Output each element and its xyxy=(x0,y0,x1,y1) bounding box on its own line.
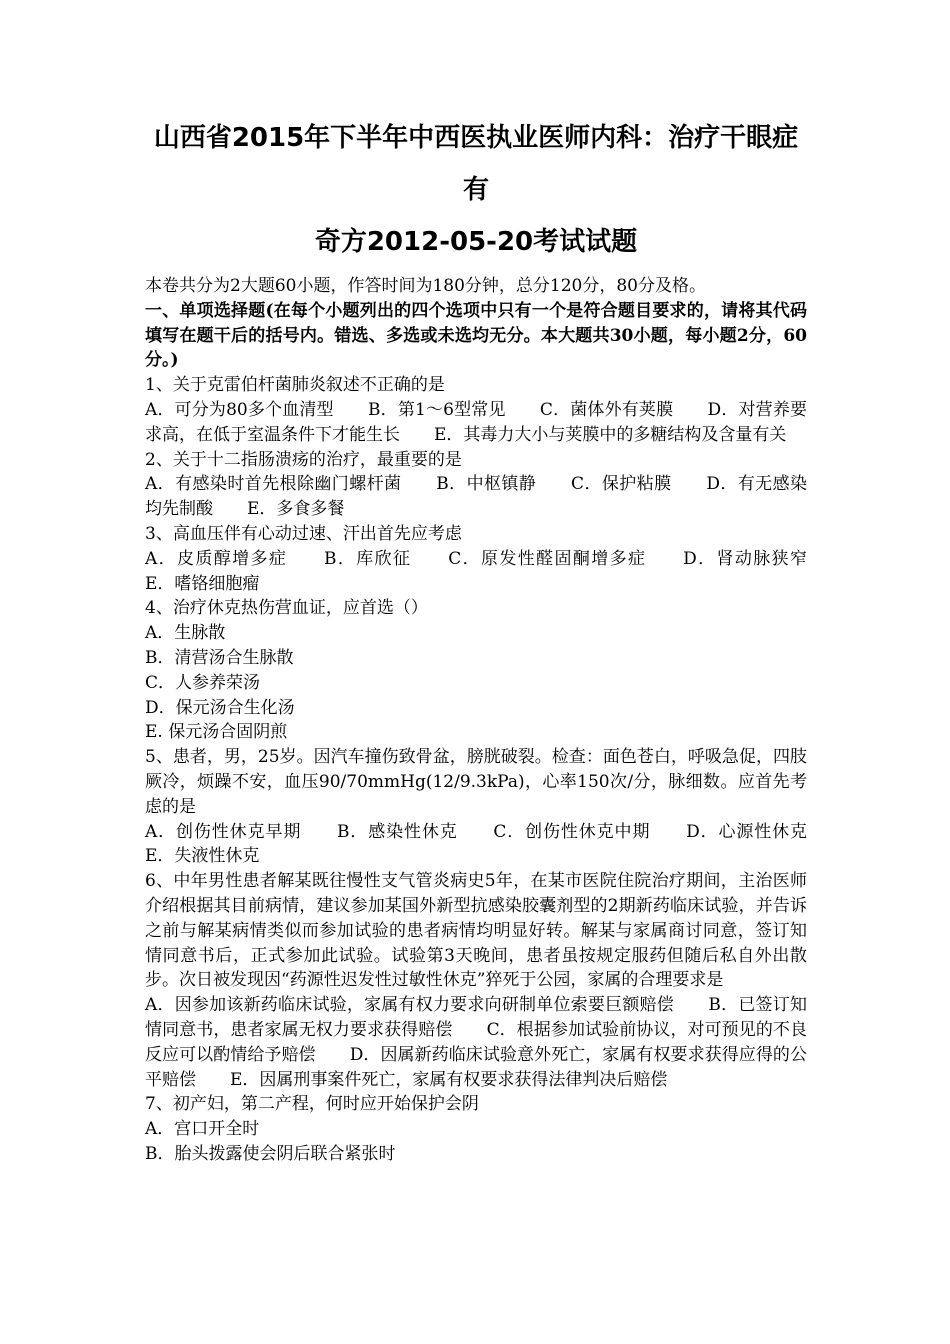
document-page xyxy=(145,112,841,1167)
title-line-2: 奇方2012-05-20考试试题 xyxy=(314,227,638,257)
question-item xyxy=(145,373,807,447)
question-item xyxy=(145,448,807,522)
question-option: E. 保元汤合固阴煎 xyxy=(145,722,288,743)
question-item xyxy=(145,596,807,745)
document-title xyxy=(145,112,807,268)
question-option: A．生脉散 xyxy=(145,623,226,644)
question-stem: 5、患者，男，25岁。因汽车撞伤致骨盆，膀胱破裂。检查：面色苍白，呼吸急促，四肢厥冷，烦躁不安，血压90/70mmHg(12/9.3kPa)，心率150次/分，脉细数。应首先考虑的是 xyxy=(145,747,807,817)
question-option: D．保元汤合生化汤 xyxy=(145,697,295,718)
question-stem: 3、高血压伴有心动过速、汗出首先应考虑 xyxy=(145,523,462,544)
question-options: A．有感染时首先根除幽门螺杆菌 B．中枢镇静 C．保护粘膜 D．有无感染均先制酸 E．多食多餐 xyxy=(145,474,807,520)
question-stem: 1、关于克雷伯杆菌肺炎叙述不正确的是 xyxy=(145,375,445,396)
question-stem: 2、关于十二指肠溃疡的治疗，最重要的是 xyxy=(145,449,462,470)
question-item xyxy=(145,869,807,1092)
question-list xyxy=(145,373,841,1167)
question-option: B．胎头拨露使会阴后联合紧张时 xyxy=(145,1143,396,1164)
exam-intro: 本卷共分为2大题60小题，作答时间为180分钟，总分120分，80分及格。 xyxy=(145,276,706,296)
question-option: C．人参养荣汤 xyxy=(145,672,261,693)
question-options: A．皮质醇增多症 B．库欣征 C．原发性醛固酮增多症 D．肾动脉狭窄 E．嗜铬细胞瘤 xyxy=(145,548,841,594)
question-option: A．宫口开全时 xyxy=(145,1119,260,1140)
question-stem: 7、初产妇，第二产程，何时应开始保护会阴 xyxy=(145,1094,479,1115)
question-stem: 6、中年男性患者解某既往慢性支气管炎病史5年，在某市医院住院治疗期间，主治医师介绍根据其目前病情，建议参加某国外新型抗感染胶囊剂型的2期新药临床试验，并告诉之前与解某病情类似而参加试验的患者病情均明显好转。解某与家属商讨同意，签订知情同意书后，正式参加此试验。试验第3天晚间，患者虽按规定服药但随后私自外出散步。次日被发现因“药源性迟发性过敏性休克”猝死于公园，家属的合理要求是 xyxy=(145,871,807,991)
question-options: A．可分为80多个血清型 B．第1～6型常见 C．菌体外有荚膜 D．对营养要求高，在低于室温条件下才能生长 E．其毒力大小与荚膜中的多糖结构及含量有关 xyxy=(145,399,807,445)
section-heading: 一、单项选择题(在每个小题列出的四个选项中只有一个是符合题目要求的，请将其代码填写在题干后的括号内。错选、多选或未选均无分。本大题共30小题，每小题2分，60分。) xyxy=(145,300,807,371)
question-options: A．因参加该新药临床试验，家属有权力要求向研制单位索要巨额赔偿 B．已签订知情同意书，患者家属无权力要求获得赔偿 C．根据参加试验前协议，对可预见的不良反应可以酌情给予赔偿 D．因属新药临床试验意外死亡，家属有权要求获得应得的公平赔偿 E．因属刑事案件死亡，家属有权要求获得法律判决后赔偿 xyxy=(145,995,807,1090)
question-options: A．创伤性休克早期 B．感染性休克 C．创伤性休克中期 D．心源性休克 E．失液性休克 xyxy=(145,821,841,867)
document-body xyxy=(145,274,841,1167)
question-item xyxy=(145,1092,807,1166)
question-stem: 4、治疗休克热伤营血证，应首选（） xyxy=(145,598,428,619)
question-option: B．清营汤合生脉散 xyxy=(145,647,294,668)
question-item xyxy=(145,745,841,869)
title-line-1: 山西省2015年下半年中西医执业医师内科：治疗干眼症有 xyxy=(153,123,799,205)
question-item xyxy=(145,522,841,596)
